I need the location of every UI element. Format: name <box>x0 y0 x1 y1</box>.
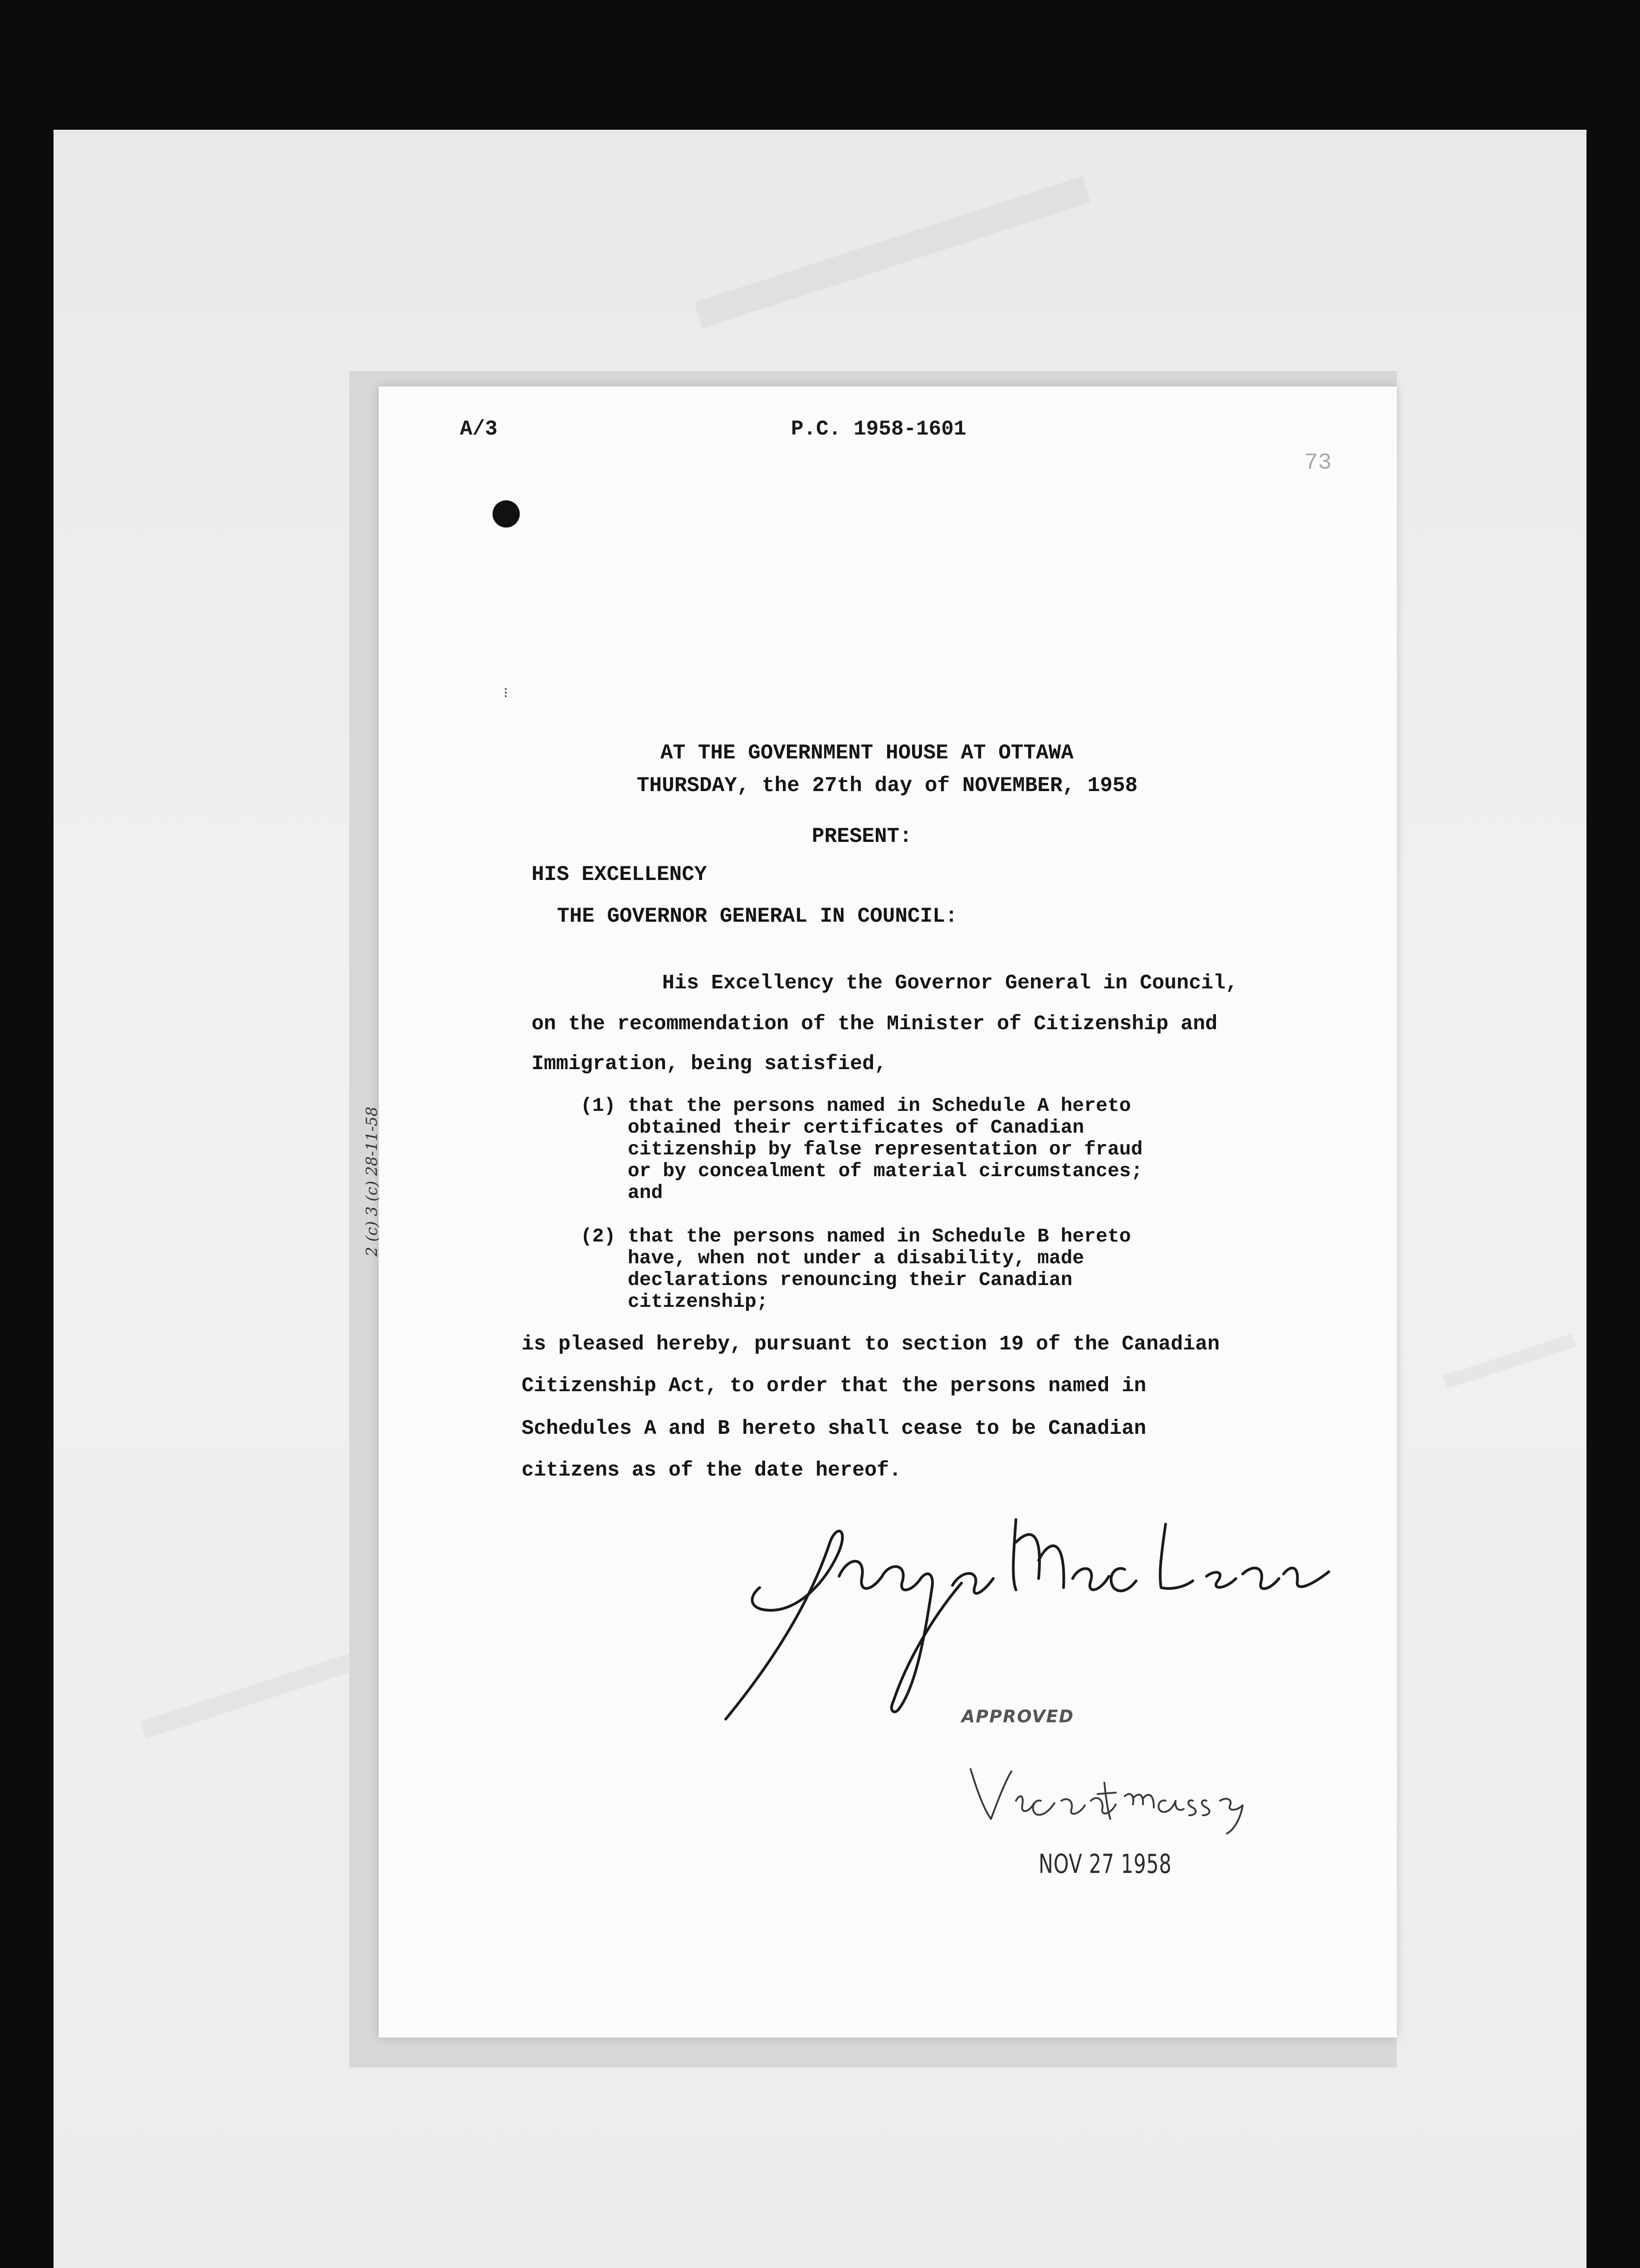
approval-date-stamp: NOV 27 1958 <box>1039 1848 1172 1879</box>
page-number: 73 <box>1304 450 1332 476</box>
conclusion-line: Schedules A and B hereto shall cease to be Canadian <box>522 1417 1147 1440</box>
approved-stamp: APPROVED <box>962 1706 1074 1726</box>
scan-streak <box>1443 1334 1577 1388</box>
excellency-heading: HIS EXCELLENCY <box>532 863 707 886</box>
stray-mark: ⁝ <box>503 685 508 702</box>
conclusion-line: is pleased hereby, pursuant to section 19 of the Canadian <box>522 1333 1220 1356</box>
signature-approval <box>966 1751 1261 1837</box>
conclusion-line: citizens as of the date hereof. <box>522 1459 902 1482</box>
intro-line: on the recommendation of the Minister of Citizenship and <box>532 1012 1218 1036</box>
place-heading: AT THE GOVERNMENT HOUSE AT OTTAWA <box>660 741 1074 765</box>
order-number: P.C. 1958-1601 <box>791 417 966 441</box>
punch-hole <box>493 500 520 528</box>
intro-line: His Excellency the Governor General in Council, <box>662 972 1238 995</box>
clause-text: that the persons named in Schedule A hereto obtained their certificates of Canadian citizenship by false representation or fraud or by concealment of material circumstances; and <box>628 1095 1143 1204</box>
scan-streak <box>694 176 1091 328</box>
clause-number: (2) <box>581 1225 616 1247</box>
intro-line: Immigration, being satisfied, <box>532 1052 887 1075</box>
signature-main <box>680 1497 1338 1733</box>
clause-number: (1) <box>581 1095 616 1117</box>
clause-text: that the persons named in Schedule B hereto have, when not under a disability, made declarations renouncing their Canadian citizenship; <box>628 1225 1131 1313</box>
conclusion-line: Citizenship Act, to order that the persons named in <box>522 1374 1147 1398</box>
council-heading: THE GOVERNOR GENERAL IN COUNCIL: <box>557 904 958 928</box>
margin-note: 2 (c) 3 (c) 28-11-58 <box>363 1106 381 1256</box>
file-reference: A/3 <box>460 417 498 441</box>
date-heading: THURSDAY, the 27th day of NOVEMBER, 1958 <box>637 774 1138 797</box>
present-heading: PRESENT: <box>812 825 912 848</box>
